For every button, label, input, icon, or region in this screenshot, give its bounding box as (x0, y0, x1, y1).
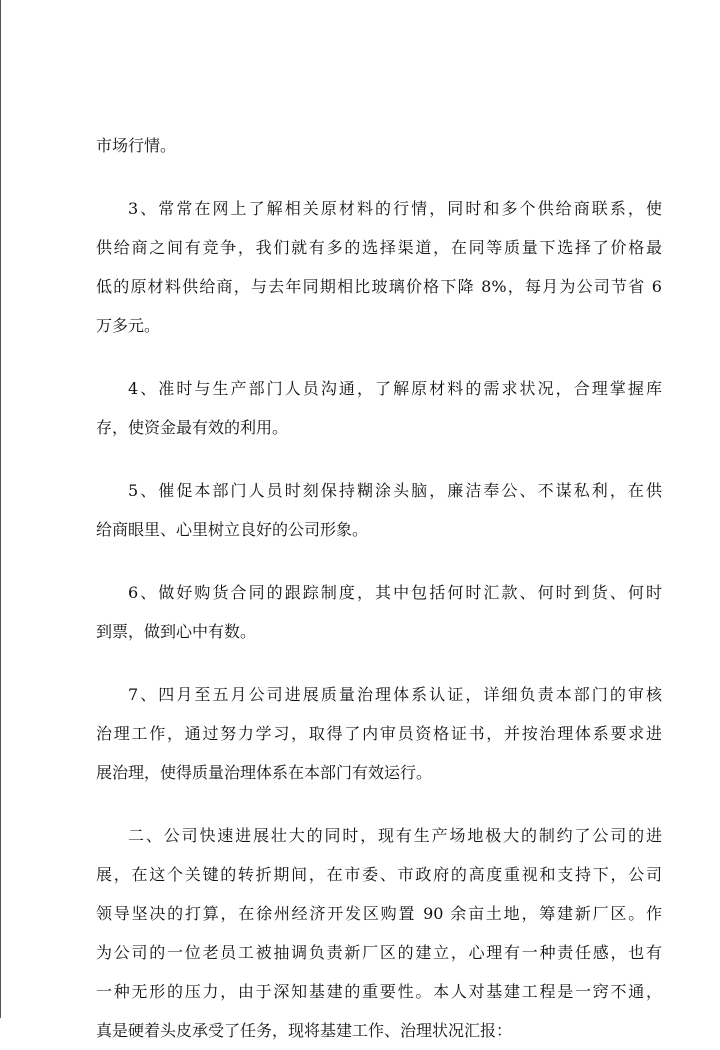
text-line: 为公司的一位老员工被抽调负责新厂区的建立，心理有一种责任感，也有 (96, 943, 662, 962)
paragraph-section-2 (96, 816, 662, 1050)
text-line: 5、催促本部门人员时刻保持糊涂头脑，廉洁奉公、不谋私利，在供 (128, 481, 662, 500)
text-line: 给商眼里、心里树立良好的公司形象。 (96, 520, 369, 539)
text-line: 4、准时与生产部门人员沟通，了解原材料的需求状况，合理掌握库 (128, 379, 662, 398)
paragraph-item-3 (96, 189, 662, 345)
text-line: 展，在这个关键的转折期间，在市委、市政府的高度重视和支持下，公司 (96, 865, 662, 884)
text-line: 市场行情。 (96, 136, 177, 155)
text-line: 6、做好购货合同的跟踪制度，其中包括何时汇款、何时到货、何时 (128, 583, 662, 602)
page-left-border (0, 0, 1, 1018)
text-line: 二、公司快速进展壮大的同时，现有生产场地极大的制约了公司的进 (128, 826, 662, 845)
paragraph-item-7 (96, 675, 662, 792)
text-line: 一种无形的压力，由于深知基建的重要性。本人对基建工程是一窍不通， (96, 982, 662, 1001)
text-line: 展治理，使得质量治理体系在本部门有效运行。 (96, 763, 433, 782)
text-line: 3、常常在网上了解相关原材料的行情，同时和多个供给商联系，使 (128, 199, 662, 218)
text-line: 万多元。 (96, 316, 161, 335)
text-line: 存，使资金最有效的利用。 (96, 418, 289, 437)
text-line: 低的原材料供给商，与去年同期相比玻璃价格下降 8%，每月为公司节省 6 (96, 277, 662, 296)
text-line: 7、四月至五月公司进展质量治理体系认证，详细负责本部门的审核 (128, 685, 662, 704)
text-line: 真是硬着头皮承受了任务，现将基建工作、治理状况汇报： (96, 1021, 513, 1040)
paragraph-item-4 (96, 369, 662, 447)
text-line: 治理工作，通过努力学习，取得了内审员资格证书，并按治理体系要求进 (96, 724, 662, 743)
paragraph-item-5 (96, 471, 662, 549)
text-line: 供给商之间有竞争，我们就有多的选择渠道，在同等质量下选择了价格最 (96, 238, 662, 257)
document-body (96, 126, 662, 1050)
paragraph-market-conditions (96, 126, 662, 165)
paragraph-item-6 (96, 573, 662, 651)
text-line: 领导坚决的打算，在徐州经济开发区购置 90 余亩土地，筹建新厂区。作 (96, 904, 662, 923)
text-line: 到票，做到心中有数。 (96, 622, 257, 641)
